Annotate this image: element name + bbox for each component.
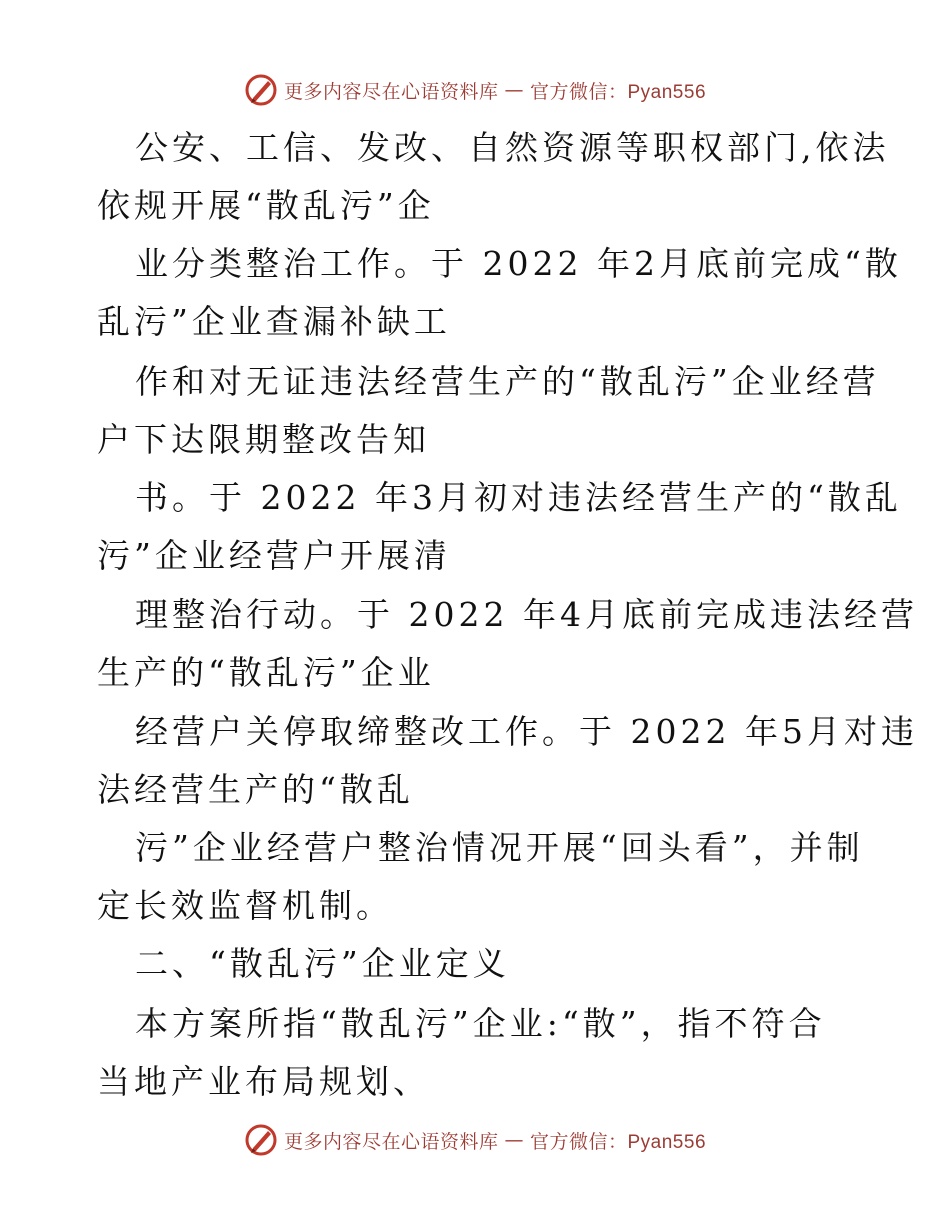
body-line: 乱污”企业查漏补缺工 (97, 302, 451, 341)
watermark-dash: — (504, 1129, 524, 1151)
watermark-contact: 官方微信：Pyan556 (530, 81, 707, 103)
body-line: 公安、工信、发改、自然资源等职权部门,依法 (135, 128, 890, 167)
watermark-contact: 官方微信：Pyan556 (530, 1131, 707, 1153)
body-line: 污”企业经营户整治情况开展“回头看”，并制 (135, 828, 864, 867)
body-line: 法经营生产的“散乱 (97, 770, 414, 809)
body-line: 经营户关停取缔整改工作。于 2022 年5月对违 (135, 712, 918, 751)
body-line: 依规开展“散乱污”企 (97, 186, 435, 225)
section-heading: 二、“散乱污”企业定义 (135, 944, 510, 983)
body-line: 户下达限期整改告知 (97, 420, 430, 459)
body-line: 理整治行动。于 2022 年4月底前完成违法经营 (135, 595, 918, 634)
watermark-text: 更多内容尽在心语资料库 (283, 1130, 499, 1153)
watermark-text: 更多内容尽在心语资料库 (283, 80, 499, 103)
body-line: 定长效监督机制。 (97, 886, 393, 925)
body-line: 作和对无证违法经营生产的“散乱污”企业经营 (135, 362, 880, 401)
body-line: 当地产业布局规划、 (97, 1062, 430, 1101)
footer-watermark (0, 1120, 950, 1160)
body-line: 生产的“散乱污”企业 (97, 653, 435, 692)
body-line: 本方案所指“散乱污”企业:“散”，指不符合 (135, 1004, 826, 1043)
pen-logo-icon (244, 1123, 278, 1157)
pen-logo-icon (244, 73, 278, 107)
header-watermark (0, 70, 950, 110)
body-line: 书。于 2022 年3月初对违法经营生产的“散乱 (135, 478, 902, 517)
body-line: 污”企业经营户开展清 (97, 536, 451, 575)
body-line: 业分类整治工作。于 2022 年2月底前完成“散 (135, 244, 902, 283)
watermark-dash: — (504, 79, 524, 101)
